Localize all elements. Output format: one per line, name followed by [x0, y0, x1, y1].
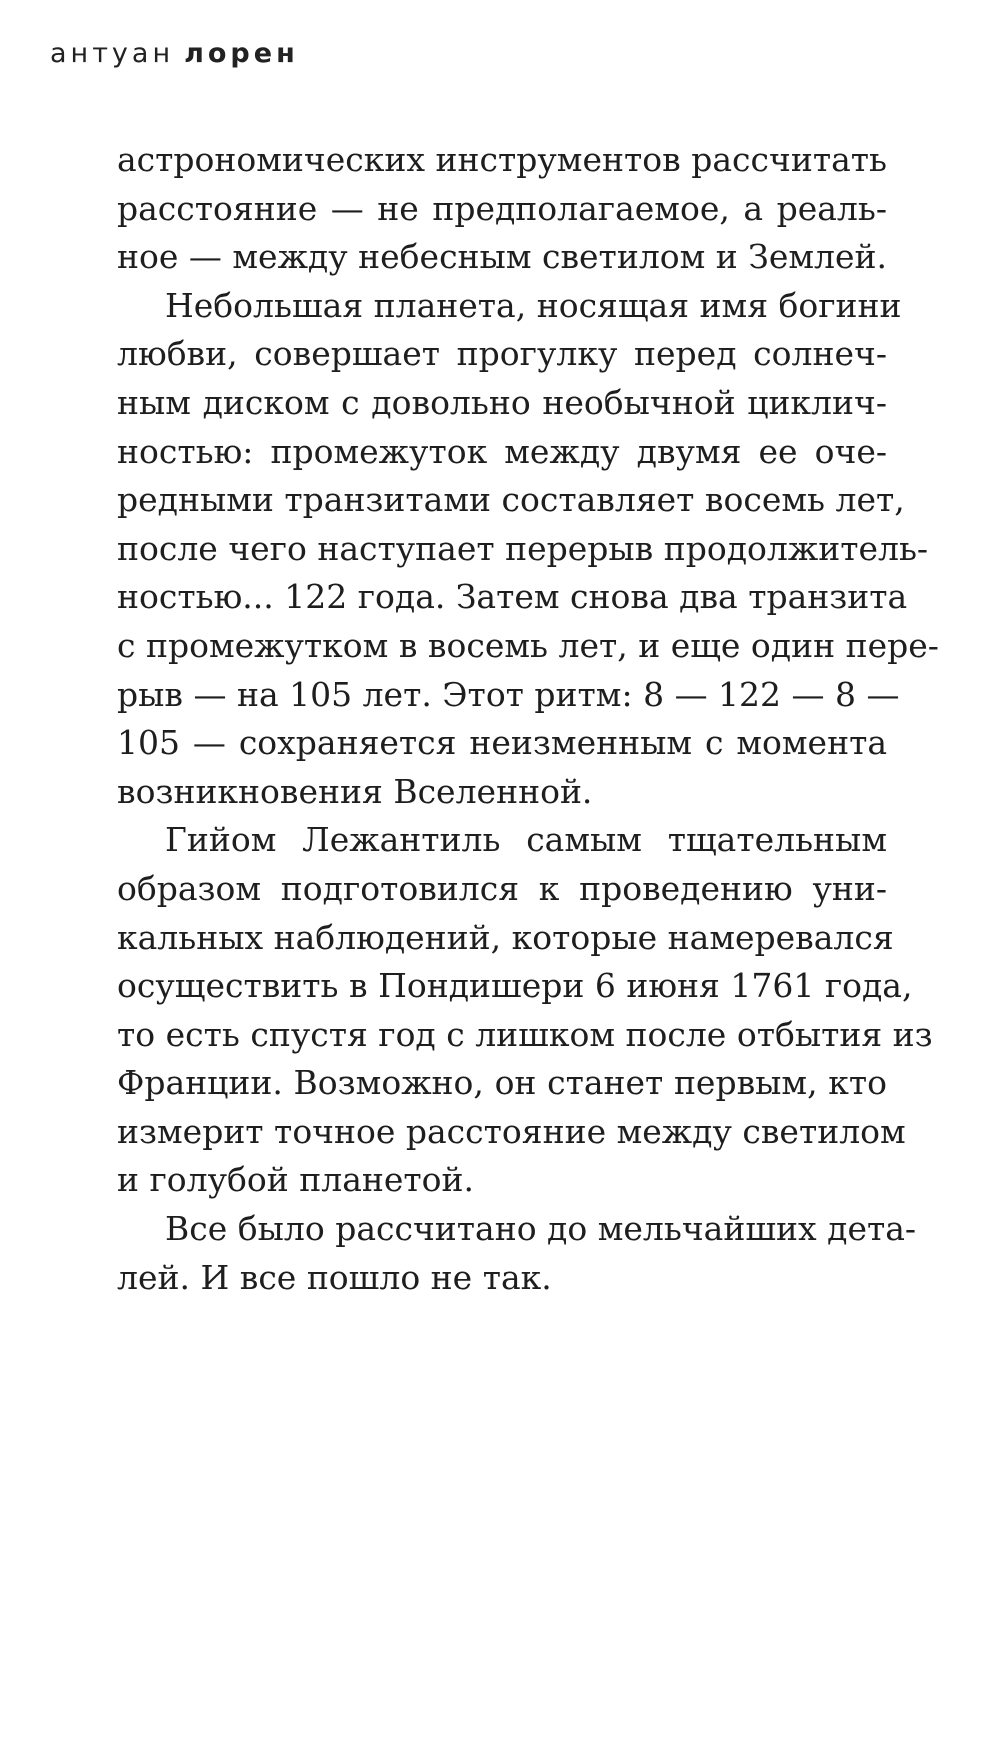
text-line: ностью: промежуток между двумя ее оче- — [117, 431, 887, 471]
text-line: астрономических инструментов рассчитать — [117, 140, 887, 179]
text-line: Все было рассчитано до мельчайших дета- — [165, 1209, 917, 1249]
text-line: Гийом Лежантиль самым тщательным — [165, 820, 887, 860]
author-first-name: антуан — [50, 38, 175, 69]
text-line: осуществить в Пондишери 6 июня 1761 года, — [117, 966, 913, 1006]
paragraph-4 — [117, 1205, 917, 1302]
text-line: и голубой планетой. — [117, 1160, 475, 1200]
text-line: то есть спустя год с лишком после отбытия из — [117, 1014, 933, 1054]
text-line: ным диском с довольно необычной циклич- — [117, 382, 887, 422]
text-line: кальных наблюдений, которые намеревался — [117, 917, 894, 957]
text-line: возникновения Вселенной. — [117, 771, 593, 811]
paragraph-1 — [117, 136, 887, 282]
paragraph-3 — [117, 816, 933, 1205]
text-line: образом подготовился к проведению уни- — [117, 868, 887, 908]
text-line: Небольшая планета, носящая имя богини — [165, 285, 902, 325]
text-line: лей. И все пошло не так. — [117, 1257, 552, 1297]
text-line: расстояние — не предполагаемое, а реаль- — [117, 188, 887, 228]
text-line: с промежутком в восемь лет, и еще один пере- — [117, 625, 939, 665]
author-last-name: лорен — [184, 38, 299, 69]
body-text — [117, 136, 939, 1302]
text-line: измерит точное расстояние между светилом — [117, 1111, 906, 1151]
paragraph-2 — [117, 282, 939, 817]
text-line: Франции. Возможно, он станет первым, кто — [117, 1063, 887, 1103]
running-header — [50, 38, 299, 69]
text-line: ностью... 122 года. Затем снова два транзита — [117, 577, 908, 617]
text-line: 105 — сохраняется неизменным с момента — [117, 723, 887, 763]
text-line: любви, совершает прогулку перед солнеч- — [117, 334, 887, 374]
text-line: рыв — на 105 лет. Этот ритм: 8 — 122 — 8 — — [117, 674, 900, 714]
text-line: после чего наступает перерыв продолжитель- — [117, 528, 929, 568]
text-line: ное — между небесным светилом и Землей. — [117, 237, 888, 277]
text-line: редными транзитами составляет восемь лет, — [117, 480, 905, 520]
